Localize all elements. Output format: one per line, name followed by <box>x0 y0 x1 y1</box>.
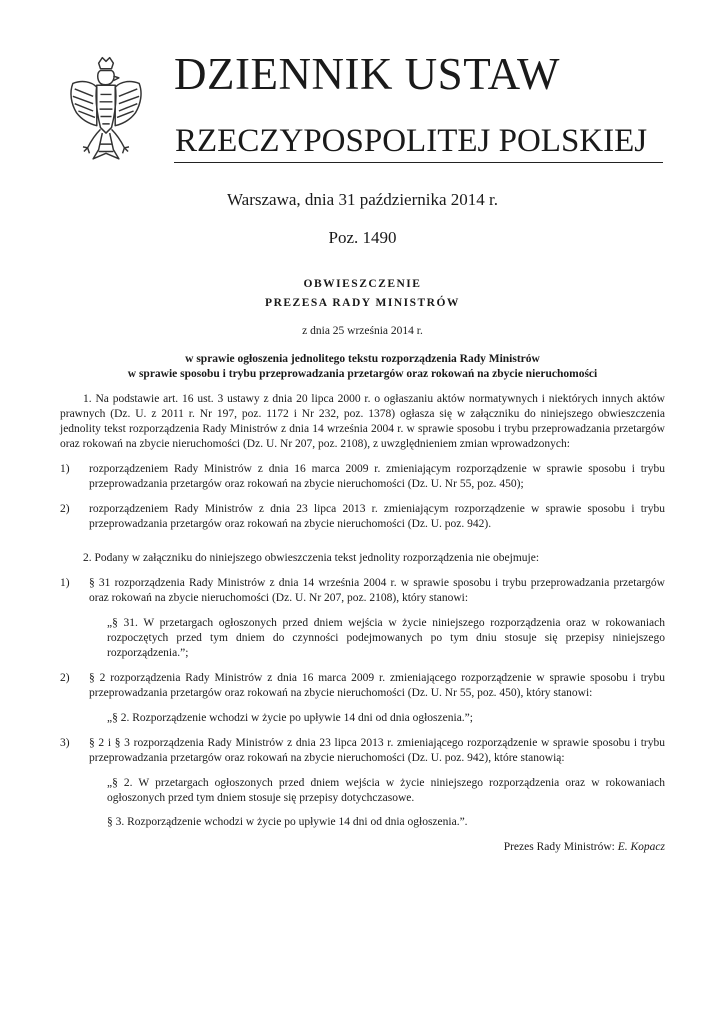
masthead-title: DZIENNIK USTAW <box>174 49 560 99</box>
position-number: Poz. 1490 <box>328 228 397 247</box>
item-number: 3) <box>60 737 70 749</box>
signature <box>60 840 665 855</box>
item-text: rozporządzeniem Rady Ministrów z dnia 16 marca 2009 r. zmieniającym rozporządzenie w sprawie sposobu i trybu przeprowadzania przetargów oraz rokowań na zbycie nieruchomości (Dz. U. Nr 55, poz. 450); <box>89 463 665 490</box>
subject-line-2: w sprawie sposobu i trybu przeprowadzania przetargów oraz rokowań na zbycie nieruchomości <box>127 368 598 380</box>
item-text: rozporządzeniem Rady Ministrów z dnia 23 lipca 2013 r. zmieniającym rozporządzenie w sprawie sposobu i trybu przeprowadzania przetargów oraz rokowań na zbycie nieruchomości (Dz. U. poz. 942). <box>89 503 665 530</box>
item-number: 1) <box>60 463 70 475</box>
section-2-text: 2. Podany w załączniku do niniejszego obwieszczenia tekst jednolity rozporządzenia nie obejmuje: <box>83 552 540 564</box>
item-text: § 2 i § 3 rozporządzenia Rady Ministrów z dnia 23 lipca 2013 r. zmieniającego rozporządzenie w sprawie sposobu i trybu przeprowadzania przetargów oraz rokowań na zbycie nieruchomości (Dz. U. poz. 942), które stanowią: <box>89 737 665 764</box>
quote-4: § 3. Rozporządzenie wchodzi w życie po upływie 14 dni od dnia ogłoszenia.”. <box>107 816 468 828</box>
section-1-text: 1. Na podstawie art. 16 ust. 3 ustawy z dnia 20 lipca 2000 r. o ogłaszaniu aktów normatywnych i niektórych innych aktów prawnych (Dz. U. z 2011 r. Nr 197, poz. 1172 i Nr 232, poz. 1378) ogłasza się w załączniku do niniejszego obwieszczenia jednolity tekst rozporządzenia Rady Ministrów z dnia 14 września 2004 r. w sprawie sposobu i trybu przeprowadzania przetargów oraz rokowań na zbycie nieruchomości (Dz. U. Nr 207, poz. 2108), z uwzględnieniem zmian wprowadzonych: <box>60 393 665 450</box>
masthead-divider <box>174 162 663 163</box>
quote-2: „§ 2. Rozporządzenie wchodzi w życie po upływie 14 dni od dnia ogłoszenia.”; <box>107 712 473 724</box>
subject-line-1: w sprawie ogłoszenia jednolitego tekstu rozporządzenia Rady Ministrów <box>185 353 540 365</box>
item-number: 2) <box>60 672 70 684</box>
heading-date: z dnia 25 września 2014 r. <box>302 325 423 337</box>
document-body <box>60 392 665 855</box>
subject-title <box>60 352 665 382</box>
signature-name: E. Kopacz <box>617 841 665 853</box>
section-2-item-2 <box>60 671 665 701</box>
item-text: § 2 rozporządzenia Rady Ministrów z dnia 16 marca 2009 r. zmieniającego rozporządzenie w sprawie sposobu i trybu przeprowadzania przetargów oraz rokowań na zbycie nieruchomości (Dz. U. Nr 55, poz. 450), który stanowi: <box>89 672 665 699</box>
section-2-item-3 <box>60 736 665 766</box>
heading-obwieszczenie: OBWIESZCZENIE <box>303 278 422 290</box>
item-number: 1) <box>60 577 70 589</box>
masthead-subtitle: RZECZYPOSPOLITEJ POLSKIEJ <box>175 123 648 159</box>
section-1-item-1 <box>60 462 665 492</box>
heading-issuer: PREZESA RADY MINISTRÓW <box>265 297 460 309</box>
item-text: § 31 rozporządzenia Rady Ministrów z dnia 14 września 2004 r. w sprawie sposobu i trybu przeprowadzania przetargów oraz rokowań na zbycie nieruchomości (Dz. U. Nr 207, poz. 2108), który stanowi: <box>89 577 665 604</box>
signature-label: Prezes Rady Ministrów: <box>503 841 618 853</box>
section-1-item-2 <box>60 502 665 532</box>
item-number: 2) <box>60 503 70 515</box>
publication-date: Warszawa, dnia 31 października 2014 r. <box>227 190 498 209</box>
quote-1: „§ 31. W przetargach ogłoszonych przed dniem wejścia w życie niniejszego rozporządzenia oraz w rokowaniach rozpoczętych przed tym dniem do czynności podejmowanych po tym dniu stosuje się przepisy niniejszego rozporządzenia.”; <box>107 617 665 659</box>
white-eagle-emblem-icon <box>60 55 152 167</box>
quote-3: „§ 2. W przetargach ogłoszonych przed dniem wejścia w życie niniejszego rozporządzenia oraz w rokowaniach ogłoszonych przed tym dniem stosuje się przepisy dotychczasowe. <box>107 777 665 804</box>
section-2-item-1 <box>60 576 665 606</box>
